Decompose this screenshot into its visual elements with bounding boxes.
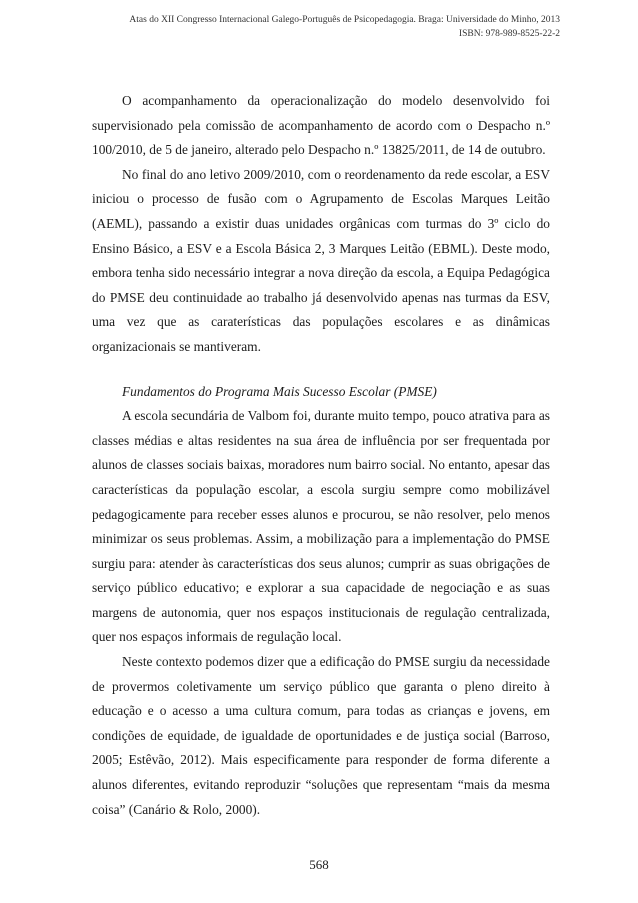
running-header: [20, 13, 560, 41]
paragraph-context: Neste contexto podemos dizer que a edificação do PMSE surgiu da necessidade de provermos coletivamente um serviço público que garanta o pleno direito à educação e o acesso a uma cultura comum, para todas as crianças e jovens, em condições de equidade, de igualdade de oportunidades e de justiça social (Barroso, 2005; Estêvão, 2012). Mais especificamente para responder de forma diferente a alunos diferentes, evitando reproduzir “soluções que representam “mais da mesma coisa” (Canário & Rolo, 2000).: [92, 654, 550, 817]
page-number: 568: [309, 857, 329, 872]
paragraph-supervision: O acompanhamento da operacionalização do modelo desenvolvido foi supervisionado pela comissão de acompanhamento de acordo com o Despacho n.º 100/2010, de 5 de janeiro, alterado pelo Despacho n.º 13825/2011, de 14 de outubro.: [92, 93, 550, 158]
header-isbn-line: ISBN: 978-989-8525-22-2: [458, 29, 560, 39]
page-body: [92, 89, 550, 822]
paragraph-school-history: A escola secundária de Valbom foi, durante muito tempo, pouco atrativa para as classes médias e altas residentes na sua área de influência por ser frequentada por alunos de classes sociais baixas, moradores num bairro social. No entanto, apesar das características da população escolar, a escola surgiu sempre como mobilizável pedagogicamente para receber esses alunos e procurou, se não resolver, pelo menos minimizar os seus problemas. Assim, a mobilização para a implementação do PMSE surgiu para: atender às características dos seus alunos; cumprir as suas obrigações de serviço público educativo; e explorar a sua capacidade de negociação e as suas margens de autonomia, quer nos espaços institucionais de regulação centralizada, quer nos espaços informais de regulação local.: [92, 408, 550, 645]
section-heading: Fundamentos do Programa Mais Sucesso Escolar (PMSE): [122, 383, 437, 399]
paragraph-school-merger: No final do ano letivo 2009/2010, com o reordenamento da rede escolar, a ESV iniciou o processo de fusão com o Agrupamento de Escolas Marques Leitão (AEML), passando a existir duas unidades orgânicas com turmas do 3º ciclo do Ensino Básico, a ESV e a Escola Básica 2, 3 Marques Leitão (EBML). Deste modo, embora tenha sido necessário integrar a nova direção da escola, a Equipa Pedagógica do PMSE deu continuidade ao trabalho já desenvolvido apenas nas turmas da ESV, uma vez que as caraterísticas das populações escolares e as dinâmicas organizacionais se mantiveram.: [92, 166, 550, 354]
header-conference-line: Atas do XII Congresso Internacional Galego-Português de Psicopedagogia. Braga: Universidade do Minho, 2013: [129, 15, 560, 25]
